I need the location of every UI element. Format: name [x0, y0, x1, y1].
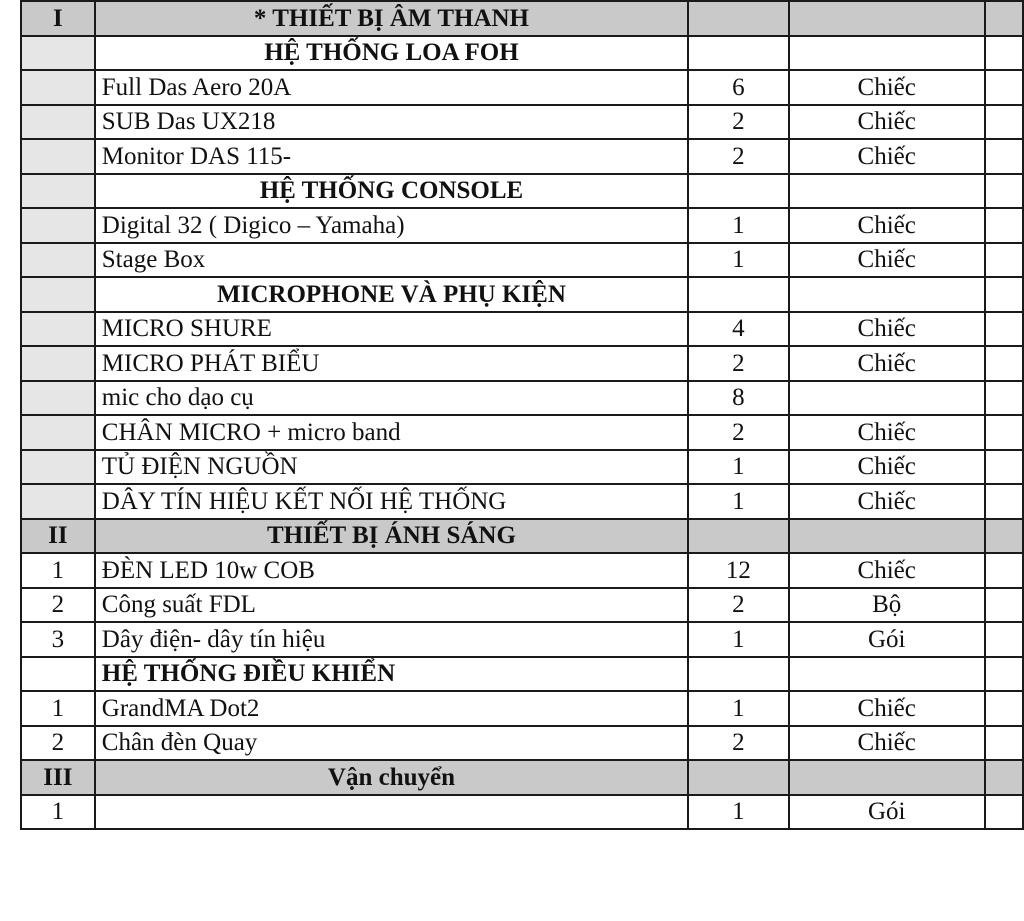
quantity-cell — [688, 519, 789, 554]
item-name-cell: THIẾT BỊ ÁNH SÁNG — [95, 519, 688, 554]
extra-cell — [985, 726, 1023, 761]
item-name-cell: mic cho dạo cụ — [95, 381, 688, 416]
table-row — [21, 346, 1023, 381]
quantity-cell: 1 — [688, 691, 789, 726]
extra-cell — [985, 105, 1023, 140]
extra-cell — [985, 553, 1023, 588]
extra-cell — [985, 588, 1023, 623]
quantity-cell: 2 — [688, 346, 789, 381]
row-number-cell — [21, 657, 95, 692]
item-name-cell: Công suất FDL — [95, 588, 688, 623]
quantity-cell: 2 — [688, 726, 789, 761]
unit-cell — [789, 277, 985, 312]
item-name-cell: MICRO SHURE — [95, 312, 688, 347]
row-number-cell — [21, 312, 95, 347]
unit-cell: Chiếc — [789, 105, 985, 140]
quantity-cell: 1 — [688, 208, 789, 243]
table-row — [21, 726, 1023, 761]
row-number-cell — [21, 484, 95, 519]
table-row — [21, 484, 1023, 519]
extra-cell — [985, 381, 1023, 416]
quantity-cell — [688, 1, 789, 36]
row-number-cell: 2 — [21, 588, 95, 623]
row-number-cell — [21, 381, 95, 416]
unit-cell — [789, 174, 985, 209]
table-row — [21, 105, 1023, 140]
table-row — [21, 691, 1023, 726]
quantity-cell: 1 — [688, 243, 789, 278]
row-number-cell — [21, 450, 95, 485]
quantity-cell: 8 — [688, 381, 789, 416]
extra-cell — [985, 139, 1023, 174]
quantity-cell: 1 — [688, 622, 789, 657]
row-number-cell — [21, 277, 95, 312]
section-header-row — [21, 657, 1023, 692]
unit-cell: Chiếc — [789, 450, 985, 485]
extra-cell — [985, 657, 1023, 692]
item-name-cell: Monitor DAS 115- — [95, 139, 688, 174]
extra-cell — [985, 208, 1023, 243]
item-name-cell: HỆ THỐNG LOA FOH — [95, 36, 688, 71]
row-number-cell — [21, 36, 95, 71]
item-name-cell: DÂY TÍN HIỆU KẾT NỐI HỆ THỐNG — [95, 484, 688, 519]
quantity-cell — [688, 760, 789, 795]
item-name-cell: Vận chuyển — [95, 760, 688, 795]
item-name-cell: CHÂN MICRO + micro band — [95, 415, 688, 450]
extra-cell — [985, 691, 1023, 726]
item-name-cell: MICRO PHÁT BIỂU — [95, 346, 688, 381]
table-row — [21, 588, 1023, 623]
category-header-row — [21, 1, 1023, 36]
table-row — [21, 450, 1023, 485]
quantity-cell: 4 — [688, 312, 789, 347]
row-number-cell: 1 — [21, 553, 95, 588]
quantity-cell — [688, 657, 789, 692]
extra-cell — [985, 277, 1023, 312]
unit-cell: Chiếc — [789, 415, 985, 450]
extra-cell — [985, 346, 1023, 381]
extra-cell — [985, 415, 1023, 450]
unit-cell — [789, 1, 985, 36]
extra-cell — [985, 622, 1023, 657]
table-row — [21, 415, 1023, 450]
row-number-cell — [21, 346, 95, 381]
section-header-row — [21, 174, 1023, 209]
unit-cell — [789, 657, 985, 692]
unit-cell — [789, 381, 985, 416]
row-number-cell — [21, 174, 95, 209]
item-name-cell: HỆ THỐNG CONSOLE — [95, 174, 688, 209]
unit-cell: Chiếc — [789, 484, 985, 519]
table-row — [21, 553, 1023, 588]
row-number-cell: 2 — [21, 726, 95, 761]
item-name-cell: ĐÈN LED 10w COB — [95, 553, 688, 588]
extra-cell — [985, 174, 1023, 209]
table-row — [21, 381, 1023, 416]
extra-cell — [985, 484, 1023, 519]
table-row — [21, 622, 1023, 657]
item-name-cell: Digital 32 ( Digico – Yamaha) — [95, 208, 688, 243]
item-name-cell: Chân đèn Quay — [95, 726, 688, 761]
extra-cell — [985, 450, 1023, 485]
table-row — [21, 243, 1023, 278]
row-number-cell: 1 — [21, 795, 95, 830]
category-header-row — [21, 519, 1023, 554]
unit-cell: Bộ — [789, 588, 985, 623]
item-name-cell: Full Das Aero 20A — [95, 70, 688, 105]
unit-cell: Chiếc — [789, 243, 985, 278]
unit-cell: Chiếc — [789, 139, 985, 174]
unit-cell: Chiếc — [789, 553, 985, 588]
item-name-cell: Dây điện- dây tín hiệu — [95, 622, 688, 657]
table-row — [21, 70, 1023, 105]
table-row — [21, 795, 1023, 830]
quantity-cell: 1 — [688, 484, 789, 519]
item-name-cell: GrandMA Dot2 — [95, 691, 688, 726]
row-number-cell: II — [21, 519, 95, 554]
quantity-cell: 2 — [688, 139, 789, 174]
quantity-cell — [688, 277, 789, 312]
unit-cell — [789, 760, 985, 795]
category-header-row — [21, 760, 1023, 795]
row-number-cell — [21, 208, 95, 243]
equipment-table-body — [21, 1, 1023, 829]
extra-cell — [985, 70, 1023, 105]
unit-cell — [789, 519, 985, 554]
item-name-cell: MICROPHONE VÀ PHỤ KIỆN — [95, 277, 688, 312]
row-number-cell — [21, 415, 95, 450]
item-name-cell: TỦ ĐIỆN NGUỒN — [95, 450, 688, 485]
quantity-cell: 6 — [688, 70, 789, 105]
item-name-cell: * THIẾT BỊ ÂM THANH — [95, 1, 688, 36]
row-number-cell — [21, 105, 95, 140]
quantity-cell — [688, 36, 789, 71]
quantity-cell: 1 — [688, 795, 789, 830]
item-name-cell: Stage Box — [95, 243, 688, 278]
quantity-cell: 2 — [688, 415, 789, 450]
row-number-cell: III — [21, 760, 95, 795]
extra-cell — [985, 760, 1023, 795]
item-name-cell: SUB Das UX218 — [95, 105, 688, 140]
unit-cell: Chiếc — [789, 691, 985, 726]
table-row — [21, 312, 1023, 347]
unit-cell: Chiếc — [789, 208, 985, 243]
quantity-cell: 1 — [688, 450, 789, 485]
table-row — [21, 139, 1023, 174]
row-number-cell: 1 — [21, 691, 95, 726]
quantity-cell — [688, 174, 789, 209]
quantity-cell: 12 — [688, 553, 789, 588]
extra-cell — [985, 243, 1023, 278]
quantity-cell: 2 — [688, 105, 789, 140]
item-name-cell — [95, 795, 688, 830]
table-row — [21, 208, 1023, 243]
row-number-cell — [21, 70, 95, 105]
section-header-row — [21, 36, 1023, 71]
equipment-table — [20, 0, 1024, 830]
section-header-row — [21, 277, 1023, 312]
unit-cell: Chiếc — [789, 346, 985, 381]
quantity-cell: 2 — [688, 588, 789, 623]
row-number-cell: I — [21, 1, 95, 36]
extra-cell — [985, 795, 1023, 830]
item-name-cell: HỆ THỐNG ĐIỀU KHIỂN — [95, 657, 688, 692]
unit-cell: Chiếc — [789, 726, 985, 761]
extra-cell — [985, 312, 1023, 347]
extra-cell — [985, 36, 1023, 71]
unit-cell: Chiếc — [789, 70, 985, 105]
unit-cell: Gói — [789, 795, 985, 830]
row-number-cell — [21, 139, 95, 174]
row-number-cell — [21, 243, 95, 278]
unit-cell — [789, 36, 985, 71]
unit-cell: Gói — [789, 622, 985, 657]
row-number-cell: 3 — [21, 622, 95, 657]
extra-cell — [985, 519, 1023, 554]
unit-cell: Chiếc — [789, 312, 985, 347]
extra-cell — [985, 1, 1023, 36]
